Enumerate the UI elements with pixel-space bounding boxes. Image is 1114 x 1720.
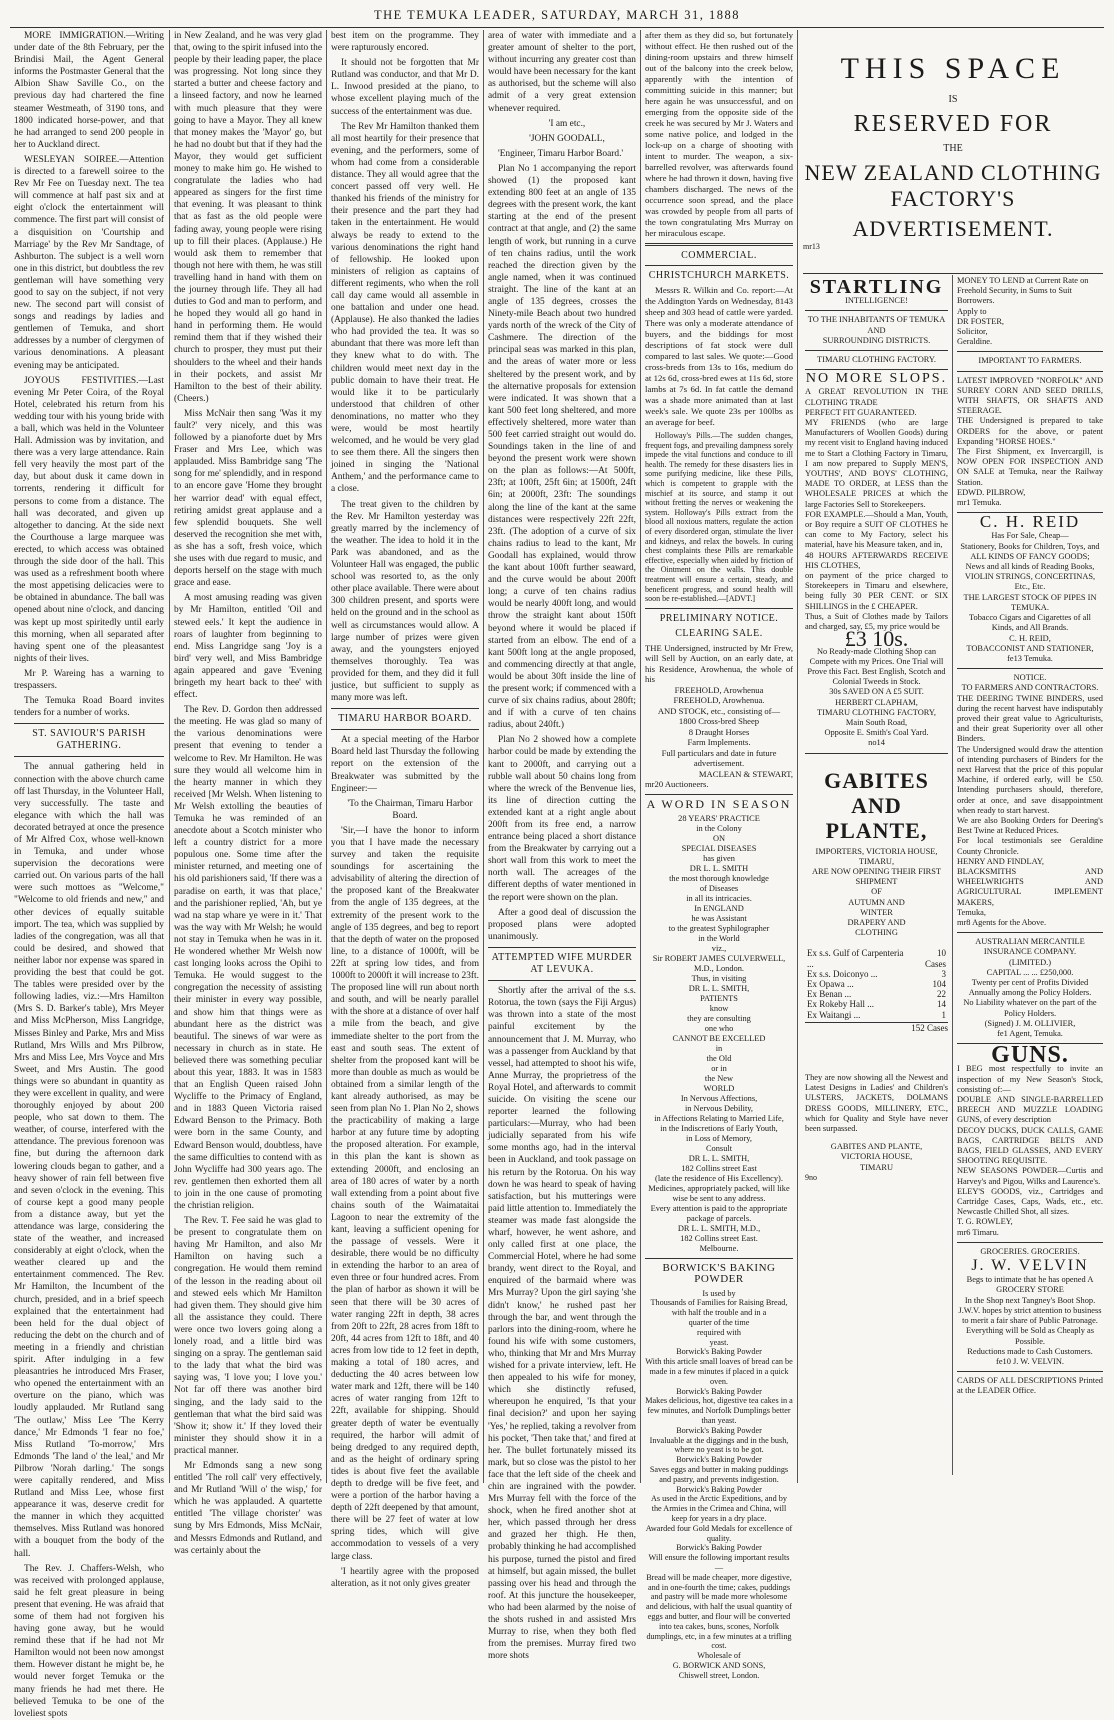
advert-line: know bbox=[709, 1003, 729, 1013]
advert-line: Medicines, appropriately packed, will like wise be sent to any address. bbox=[648, 1183, 790, 1203]
advert-line: Thus, in visiting bbox=[691, 973, 747, 983]
advert-line: In Nervous Affections, bbox=[680, 1093, 758, 1103]
advert-line: ON bbox=[712, 833, 726, 843]
shipment-ship: Ex Opawa ... bbox=[807, 978, 854, 989]
advert-line: VICTORIA HOUSE, bbox=[840, 1152, 913, 1162]
advert-line: ARE NOW OPENING THEIR FIRST SHIPMENT bbox=[811, 866, 942, 887]
advert-line: CLOTHING bbox=[855, 928, 898, 938]
advert-line: ADVERTISEMENT. bbox=[852, 216, 1054, 241]
advert-line: FREEHOLD, Arowhenua. bbox=[673, 695, 765, 706]
advert-code: mr13 bbox=[803, 242, 820, 251]
advert-line: LATEST IMPROVED "NORFOLK" AND SURREY CORN AND SEED DRILLS, WITH SHAFTS, OR SHAFTS AND STEERAGE. bbox=[957, 375, 1103, 416]
advert-line: In the Shop next Tangney's Boot Shop. bbox=[964, 1295, 1096, 1305]
divider bbox=[645, 243, 793, 246]
shipment-row bbox=[805, 969, 948, 979]
advert-line: TO THE INHABITANTS OF TEMUKA bbox=[807, 315, 946, 325]
advert-line: THE Undersigned is prepared to take ORDERS for the above, or patent Expanding "HORSE HOES." bbox=[957, 416, 1103, 446]
advert-line: As used in the Arctic Expeditions, and by the Armies in the Crimea and China, will keep for years in a dry place. bbox=[651, 1494, 787, 1524]
advert-line: The Undersigned would draw the attention of intending purchasers of Binders for the next Harvest that the price of this popular Machine, if ordered early, will be £50. Intending purchasers should, therefore, order at once, and save disappointment when ready to start harvest. bbox=[957, 744, 1103, 815]
advert-line: yeast. bbox=[709, 1337, 729, 1347]
shipment-table bbox=[805, 948, 948, 1019]
farmers-advert bbox=[957, 376, 1103, 509]
advert-body bbox=[805, 647, 948, 749]
advert-line: mr6 Timaru. bbox=[957, 1227, 999, 1237]
advert-line: mr20 Auctioneers. bbox=[645, 779, 709, 790]
advert-line: No Liability whatever on the part of the Policy Holders. bbox=[963, 998, 1097, 1018]
article-heading: ATTEMPTED WIFE MURDER AT LEVUKA. bbox=[491, 951, 633, 976]
advert-body bbox=[805, 1142, 948, 1173]
column-rule bbox=[797, 30, 798, 1483]
article-paragraph: The treat given to the children by the Rev. Mr Hamilton yesterday was greatly marred by the inclemency of the weather. The idea to hold it in the Park was abandoned, and as the Volunteer Hall was engaged, the public school was resorted to, as the only other place available. There were about 300 children present, and sports were held on the ground and in the school as well as circumstances would allow. A large number of prizes were given away, and the youngsters enjoyed themselves thoroughly. Tea was provided for them, and they did it full justice, but sufficient to supply as many more was left. bbox=[331, 499, 479, 704]
advert-line: CAPITAL ... ... £250,000. bbox=[986, 967, 1074, 977]
article-paragraph: At a special meeting of the Harbor Board held last Thursday the following report on the extension of the Breakwater was submitted by the Engineer:— bbox=[331, 735, 479, 794]
advert-line: (LIMITED.) bbox=[1008, 957, 1052, 967]
advert-line: Every attention is paid to the appropriate package of parcels. bbox=[650, 1203, 788, 1223]
section-heading: COMMERCIAL. bbox=[681, 250, 757, 261]
advert-line: (Signed) J. M. OLLIVIER, bbox=[984, 1018, 1076, 1028]
advert-line: BLACKSMITHS AND WHEELWRIGHTS AND AGRICULTURAL IMPLEMENT MAKERS, bbox=[957, 866, 1103, 907]
advert-line: 182 Collins street East. bbox=[680, 1233, 758, 1243]
advert-heading: IMPORTANT TO FARMERS. bbox=[978, 356, 1082, 366]
advert-line: For local testimonials see Geraldine County Chronicle. bbox=[957, 836, 1103, 856]
advert-line: they are consulting bbox=[687, 1013, 751, 1023]
divider bbox=[645, 608, 793, 609]
advert-line: Sir ROBERT JAMES CULVERWELL, bbox=[652, 953, 786, 963]
advert-line: Will ensure the following important results— bbox=[648, 1553, 790, 1572]
advert-line: Borwick's Baking Powder bbox=[676, 1425, 762, 1435]
advert-line: DR L. L. SMITH, M.D., bbox=[677, 1223, 761, 1233]
borwick-advert bbox=[645, 1289, 793, 1681]
column-4 bbox=[488, 30, 636, 1662]
advert-line: in all its intricacies. bbox=[686, 893, 752, 903]
news-item: Mr P. Wareing has a warning to trespassers. bbox=[14, 668, 164, 691]
advert-line: INTELLIGENCE! bbox=[845, 296, 908, 306]
advert-heading: A WORD IN SEASON bbox=[646, 796, 792, 811]
article-paragraph: Miss McNair then sang 'Was it my fault?' very nicely, and this was followed by a pianoforte duet by Mrs Fraser and Mrs Lee, which was applauded. Miss Bambridge sang 'The song for me' splendidly, and in respond to an encore gave 'Home they brought her warrior dead' with equal effect, retiring amidst great applause and a few splendid bouquets. She well deserved the recognition she met with, as she has a soft, fresh voice, which she uses with due regard to music, and deports herself on the stage with much grace and ease. bbox=[174, 408, 322, 589]
advert-line: DR L. L. SMITH, bbox=[688, 1153, 750, 1163]
advert-line: 1800 Cross-bred Sheep bbox=[678, 716, 760, 727]
advert-body bbox=[805, 387, 948, 632]
article-paragraph: Mr Edmonds sang a new song entitled 'The roll call' very effectively, and Mr Rutland 'Will o' the wisp,' for which he was applauded. A quartette entitled 'The village chorister' was sung by Mrs Edmonds, Miss McNair, and Messrs Edmonds and Rutland, and was certainly about the bbox=[174, 1460, 322, 1556]
advert-line: fe13 Temuka. bbox=[1007, 653, 1053, 663]
shipment-ship: Ex s.s. Gulf of Carpenteria ... bbox=[807, 948, 904, 969]
advert-line: TIMARU CLOTHING FACTORY. bbox=[817, 355, 936, 365]
advert-line: HENRY AND FINDLAY, bbox=[957, 856, 1044, 866]
column-rule bbox=[640, 30, 641, 1483]
advert-line: FREEHOLD, Arowhenua bbox=[674, 684, 764, 695]
advert-line: EDWD. PILBROW, bbox=[957, 487, 1026, 497]
advert-line: in the Indiscretions of Early Youth, bbox=[660, 1123, 778, 1133]
advert-line: RESERVED FOR bbox=[853, 111, 1053, 137]
advert-line: Tobacco Cigars and Cigarettes of all Kinds, and All Brands. bbox=[969, 613, 1091, 633]
divider bbox=[803, 273, 1103, 274]
article-paragraph: The Rev. T. Fee said he was glad to be present to congratulate them on having Mr Hamilton, and also Mr Hamilton on having such a congregation. He would them remind of the lesson in the reading about oil and stewed eels which Mr Hamilton had given them. They should give him all the assistance they could. There were once two lovers going along a lonely road, and a little bird was singing on a spray. The gentleman said to the lady that what the bird was saying was, 'I love you; I love you.' Not far off there was another bird singing, and the lady said to the gentleman that what the bird said was 'Show it; show it.' If they loved their minister they should show it in a practical manner. bbox=[174, 1216, 322, 1456]
advert-line: Full particulars and date in future advertisement. bbox=[661, 747, 777, 769]
money-to-lend-advert bbox=[957, 276, 1103, 347]
advert-line: WORLD bbox=[703, 1083, 735, 1093]
advert-line: Melbourne. bbox=[699, 1243, 739, 1253]
advert-line: Makes delicious, hot, digestive tea cakes in a few minutes, and Norfolk Dumplings better than yeast. bbox=[645, 1396, 793, 1426]
column-5 bbox=[645, 30, 793, 1680]
article-paragraph: Shortly after the arrival of the s.s. Rotorua, the town (says the Fiji Argus) was thrown into a state of the most painful excitement by the announcement that J. M. Murray, who was a passenger from Auckland by that vessel, had attempted to shoot his wife, Anne Murray, the proprietress of the Royal Hotel, and afterwards to commit suicide. On visiting the scene our reporter learned the following particulars:—Murray, who had been judicially separated from his wife some months ago, had in the interval been in Auckland, and took passage on his return by the Rotorua. On his way down he was heard to speak of having satisfaction, but his mutterings were paid little attention to. Immediately the steamer was made fast alongside the wharf, however, he went ashore, and only called first at one place, the Commercial Hotel, where he had some brandy, went direct to the Royal, and enquired of the barmaid where was Mrs Murray? Upon the girl saying 'she didn't know,' he rushed past her through the bar, and went through the parlors into the dining-room, where he found his wife with some customers, who, thinking that Mr and Mrs Murray wished for a private interview, left. He then appealed to his wife for money, which she distinctly refused, whereupon he enquired, 'Is that your final decision?' and upon her saying 'Yes,' he replied, taking a revolver from his pocket, 'Then take that,' and fired at her. The bullet fortunately missed its mark, but so close was the pistol to her face that the left side of the cheek and chin are ingrained with the powder. Mrs Murray fell with the force of the shock, when he fired another shot at her, which passed through her dress and grazed her thigh. He then, probably thinking he had accomplished his purpose, turned the pistol and fired at himself, but again missed, the bullet passing over his head and through the roof. At this juncture the housekeeper, who had been alarmed by the noise of the shots rushed in and assisted Mrs Murray to rise, when they both fled from the premises. Murray fired two more shots bbox=[488, 986, 636, 1662]
advert-line: in Affections Relating to Married Life, bbox=[654, 1113, 784, 1123]
advert-line: Temuka, bbox=[957, 907, 986, 917]
advert-line: (late the residence of His Excellency). bbox=[655, 1173, 783, 1183]
divider bbox=[14, 723, 164, 724]
advert-paragraph: Holloway's Pills.—The sudden changes, frequent fogs, and prevailing dampness sorely impede the vital functions and conduce to ill health. The remedy for these disasters lies in some purifying medicine, like these Pills, which is competent to grapple with the mischief at its source, and stamp it out without fretting the nerves or weakening the system. Holloway's Pills extract from the blood all noxious matters, regulate the action of every disordered organ, stimulate the liver and kidneys, and relax the bowels. In curing chest complaints these Pills are remarkable effective, especially when aided by friction of the Ointment on the walls. This double treatment will ensure a certain, steady, and beneficent progress, and sound health will soon be re-established.—[ADVT.] bbox=[645, 431, 793, 604]
advert-line: DR FOSTER, bbox=[957, 316, 1005, 326]
advert-line: in bbox=[715, 1043, 723, 1053]
shipment-row bbox=[805, 999, 948, 1009]
advert-line: the most thorough knowledge bbox=[669, 873, 769, 883]
divider bbox=[805, 753, 948, 754]
advert-line: 30s SAVED ON A £5 SUIT. bbox=[829, 687, 924, 697]
advert-heading: GROCERIES. GROCERIES. bbox=[980, 1246, 1080, 1256]
advert-line: Everything will be Sold as Cheaply as Possible. bbox=[966, 1326, 1094, 1346]
article-paragraph: best item on the programme. They were rapturously encored. bbox=[331, 31, 479, 54]
advert-line: THE DEERING TWINE BINDERS, used during the recent harvest have indisputably proved their great value to Agriculturists, and their great Superiority over all other Binders. bbox=[957, 693, 1103, 744]
advert-body: They are now showing all the Newest and Latest Designs in Ladies' and Children's ULSTERS, JACKETS, DOLMANS DRESS GOODS, MILLINERY, ETC., which for Quality and Style have never been surpassed. bbox=[805, 1072, 948, 1133]
article-paragraph: Plan No 2 showed how a complete harbor could be made by extending the kant to 2000ft, and carrying out a rubble wall about 50 chains long from where the wreck of the Benvenue lies, its line of direction cutting the extended kant at a right angle about 200ft from its free end, a narrow entrance being placed a short distance from the Breakwater by carrying out a short wall from this work to meet the north wall. The acreages of the different depths of water mentioned in the report were shown on the plan. bbox=[488, 735, 636, 903]
advert-line: Invaluable at the diggings and in the bush, where no yeast is to be got. bbox=[649, 1435, 789, 1455]
advert-line: T. G. ROWLEY, bbox=[957, 1217, 1013, 1227]
article-paragraph: The Rev. J. Chaffers-Welsh, who was received with prolonged applause, said he felt great pleasure in being present that evening. He was afraid that some of them had not forgiven his having gone away, but he would remind these that if he had not Mr Hamilton would not been now amongst them. However distant he might be, he would never forget Temuka or the many friends he had met there. He believed Temuka to be one of the loveliest spots bbox=[14, 1563, 164, 1719]
advert-line: IS bbox=[948, 94, 958, 105]
advert-line: or in bbox=[711, 1063, 727, 1073]
advert-line: AND bbox=[867, 325, 886, 335]
article-paragraph: in New Zealand, and he was very glad that, owing to the spirit infused into the people by their leading paper, the place was progressing. Not long since they started a butter and cheese factory and a linseed factory, and now he learned with much pleasure that they were going to have a Mayor. They all knew that money makes the 'Mayor' go, but he had no doubt but that if they had the Mayor, they would get sufficient money to make him go. He wished to congratulate the ladies who had appeared as singers for the first time that evening. It was pleasant to think that as fast as the old people were fading away, young people were rising up to fill their places. (Applause.) He would ask them to remember that though not here with them, he was still travelling hand in hand with them on the journey through life. They all had duties to God and man to perform, and he hoped they would all go hand in hand in performing them. He would remind them that if they wished their church to prosper, they must put their shoulders to the wheel and their hands in their pockets, and assist Mr Hamilton to the best of their ability. (Cheers.) bbox=[174, 31, 322, 404]
advert-line: With this article small loaves of bread can be made in a few minutes if placed in a quick oven. bbox=[645, 1357, 793, 1386]
advert-line: DR L. L. SMITH bbox=[689, 863, 749, 873]
divider bbox=[805, 369, 948, 370]
divider bbox=[645, 265, 793, 266]
advert-title: GABITES AND PLANTE, bbox=[824, 767, 929, 843]
advert-line: TOBACCONIST AND STATIONER, bbox=[966, 643, 1094, 653]
divider bbox=[488, 980, 636, 981]
divider bbox=[957, 351, 1103, 352]
article-paragraph: 'To the Chairman, Timaru Harbor Board. bbox=[347, 798, 473, 821]
advert-line: Borwick's Baking Powder bbox=[676, 1543, 762, 1553]
advert-line: DOUBLE AND SINGLE-BARRELLED BREECH AND MUZZLE LOADING GUNS, of every description bbox=[957, 1095, 1103, 1125]
advert-line: 48 HOURS AFTERWARDS RECEIVE HIS CLOTHES, bbox=[805, 550, 948, 570]
advert-line: Wholesale of bbox=[697, 1651, 741, 1661]
advert-line: TIMARU CLOTHING FACTORY, bbox=[817, 707, 936, 717]
article-paragraph: 'Sir,—I have the honor to inform you that I have made the necessary survey and taken the requisite soundings for ascertaining the advisability of altering the direction of the proposed kant of the Breakwater from the angle of 135 degrees, at the extremity of the present work to the angle of 135 degrees, and beg to report that the depth of water on the proposed line, to a distance of 1000ft, will be 22ft at spring low tides, and from 1000ft to 2000ft it will increase to 23ft. The proposed line will run about north and south, and will be nearly parallel with the shore at a distance of over half a mile from the beach, and give immediate shelter to the port from the east and south seas. The extent of shelter from the proposed kant will be more than double as much as would be obtained from a similar length of the kant already authorised, as may be seen from plan No 1. Plan No 2, shows the practicability of making a large harbor at any future time by adopting the proposed alteration. For example, in this plan the kant is shown as extending 2000ft, and enclosing an area of 180 acres of water by a north wall extending from a point about five chains south of the Waimataitai Lagoon to near the extremity of the kant, leaving a sufficient opening for the passage of vessels. Were it desirable, there would be no difficulty in extending the harbor to an area of even three or four hundred acres. From the plan of harbor as shown it will be seen that there will be 30 acres of water ranging 22ft in depth, 38 acres from 20ft to 22ft, 28 acres from 18ft to 20ft, 44 acres from 12ft to 18ft, and 40 acres from low tide to 12 feet in depth, making a total of 180 acres, and deducting the 40 acres between low water mark and 12ft, there will be 140 acres of water ranging from 12ft to 22ft, available for shipping. Should greater depth of water be eventually required, the harbor will admit of being dredged to any required depth, and as the height of ordinary spring tides is about five feet the available depth to dredge will be five feet, and were a portion of the harbor having a depth of 22ft deepened by that amount, there will be 27 feet of water at low spring tides, which will give accommodation to vessels of a very large class. bbox=[331, 825, 479, 1562]
article-paragraph: After a good deal of discussion the proposed plans were adopted unanimously. bbox=[488, 907, 636, 942]
article-paragraph: 'I heartily agree with the proposed alteration, as it not only gives greater bbox=[331, 1566, 479, 1589]
advert-line: Borwick's Baking Powder bbox=[676, 1386, 762, 1396]
advert-line: G. BORWICK AND SONS, bbox=[672, 1660, 766, 1670]
right-column-b bbox=[957, 276, 1103, 1481]
advert-heading: BORWICK'S BAKING POWDER bbox=[662, 1261, 776, 1285]
article-paragraph: Plan No 1 accompanying the report showed (1) the proposed kant extending 800 feet at an angle of 135 degrees with the present work, the kant starting at the end of the present contract at that angle, and (2) the same length of work, but running in a curve of ten chains radius, until the work reached the direction given by the angle named, when it was continued straight. The line of the kant at an angle of 135 degrees, crosses the Ninety-mile Beach about two hundred yards north of the wreck of the City of Cashmere. The direction of the principal seas was marked in this plan, and the areas of water more or less sheltered by the present work, and by the alternative proposals for extension were indicated. It was shown that a kant 500 feet long sheltered, and more effectively sheltered, more water than 500 feet carried straight out would do. Soundings taken in the line of and beyond the present work were shown on the plan as follows:—At 500ft, 23ft; at 100ft, 25ft 6in; at 1500ft, 24ft 6in; at 2000ft, 23ft: The soundings along the line of the kant at the same distances were respectively 22ft 22ft, 23ft. (The adoption of a curve of six chains radius to lead to the kant, Mr Goodall has explained, would throw the kant about 100ft further seaward, and the curve would be about 200ft long; a curve of ten chains radius would be nearly 400ft long, and would throw the straight kant about 150ft beyond where it would be placed if started from an elbow. The end of a kant 500ft long at the angle proposed, and commencing directly at that angle, would be about 30ft inside the line of the present work; if commenced with a curve of six chains radius, about 280ft; and if with a curve of ten chains radius, about 240ft.) bbox=[488, 163, 636, 731]
advert-line: of Diseases bbox=[699, 883, 739, 893]
advert-line: with half the trouble and in a bbox=[671, 1308, 767, 1318]
shipment-total: 152 Cases bbox=[805, 1022, 948, 1033]
divider bbox=[957, 668, 1103, 669]
article-paragraph: Messrs R. Wilkin and Co. report:—At the Addington Yards on Wednesday, 8143 sheep and 303 head of cattle were yarded. There was only a moderate attendance of buyers, and the biddings for most descriptions of fat stock were dull compared to last sales. We quote:—Good cross-breds from 13s to 16s, medium do at 12s 6d, cross-bred ewes at 11s 6d, store lambs at 7s 6d. In fat cattle the demand was a shade more animated than at last week's sale. We quote 23s per 100lbs as an average for beef. bbox=[645, 285, 793, 427]
advert-title: J. W. VELVIN bbox=[971, 1257, 1089, 1275]
advert-line: mr8 Agents for the Above. bbox=[957, 917, 1047, 927]
advert-line: THIS SPACE bbox=[840, 52, 1066, 85]
advert-line: J.W.V. hopes by strict attention to business to merit a fair share of Public Patronage. bbox=[958, 1305, 1102, 1326]
article-paragraph: A most amusing reading was given by Mr Hamilton, entitled 'Oil and stewed eels.' It kept the audience in roars of laughter from beginning to end. Miss Langridge sang 'Joy is a bird' very well, and Miss Bambridge again appeared and gave 'Evening bringeth my heart back to thee' with effect. bbox=[174, 593, 322, 701]
column-2 bbox=[174, 30, 323, 1556]
advert-line: the Old bbox=[706, 1053, 732, 1063]
advert-line: Borwick's Baking Powder bbox=[676, 1347, 762, 1357]
advert-line: NO MORE SLOPS. bbox=[805, 371, 948, 387]
advert-line: IMPORTERS, VICTORIA HOUSE, bbox=[815, 846, 938, 856]
advert-line: MACLEAN & STEWART, bbox=[698, 768, 793, 779]
advert-line: AUTUMN AND bbox=[848, 897, 905, 907]
advert-line: Farm Implements. bbox=[687, 737, 751, 748]
shipment-qty: 104 bbox=[932, 978, 946, 989]
advert-line: to the greatest Syphilographer bbox=[668, 923, 770, 933]
advert-heading: PRELIMINARY NOTICE. bbox=[659, 612, 779, 624]
article-paragraph: The Rev Mr Hamilton thanked them all most heartily for their presence that evening, and the performers, some of whom had come from a considerable distance. They all would agree that the concert passed off very well. He thanked his friends of the ministry for their presence and the part they had taken in the entertainment. He would always be ready to extend to the various denominations the right hand of fellowship. He looked upon ministers of religion as captains of different regiments, who when the roll call day came would all assemble in one battalion and under one head. (Applause). He also thanked the ladies who had provided the tea. It was so abundant that there was more left than they knew what to do with. The children would meet next day in the public domain to have their treat. He would like it to be particularly understood that children of other denominations, no matter who they were, would be most heartily welcomed, and he would be very glad to see them there. All the singers then joined in singing the 'National Anthem,' and the performance came to a close. bbox=[331, 121, 479, 495]
advert-line: Reductions made to Cash Customers. bbox=[967, 1346, 1093, 1356]
article-paragraph: 'I am etc., bbox=[548, 118, 586, 129]
advert-line: TIMARU, bbox=[858, 856, 895, 866]
reserved-space-advert bbox=[803, 30, 1103, 270]
column-rule bbox=[326, 30, 327, 1483]
shipment-row bbox=[805, 1010, 948, 1020]
advert-line: 182 Collins street East bbox=[681, 1163, 757, 1173]
advert-line: DR L. L. SMITH, bbox=[688, 983, 750, 993]
advert-line: Geraldine. bbox=[957, 337, 993, 347]
advert-line: Saves eggs and butter in making puddings and pastry, and prevents indigestion. bbox=[649, 1465, 789, 1484]
shipment-qty: 3 bbox=[941, 968, 946, 979]
advert-title: C. H. REID bbox=[979, 512, 1081, 532]
advert-line: Opposite E. Smith's Coal Yard. bbox=[824, 728, 929, 738]
shipment-row bbox=[805, 979, 948, 989]
shipment-qty: 10 Cases bbox=[925, 948, 946, 969]
news-item: JOYOUS FESTIVITIES.—Last evening Mr Peter Coira, of the Royal Hotel, celebrated his return from his wedding tour with his young bride with a ball, which was held in the Volunteer Hall. Admission was by invitation, and there was a very large attendance. Rain fell very heavily the most part of the day, but about dusk it came down in torrents, rendering it difficult for persons to come from a distance. The hall was decorated, and given up altogether to dancing. At the side next the Courthouse a large marquee was erected, to which access was obtained through the side door of the hall. This was used as a refreshment booth where the most appetising delicacies were to be obtained in abundance. The ball was opened about nine o'clock, and dancing was kept up most spiritedly until early this morning, when all separated after having spent one of the pleasantest nights of their lives. bbox=[14, 375, 164, 664]
advert-line: ELEY'S GOODS, viz., Cartridges and Cartridge Cases, Caps, Wads, etc., etc. Newcastle Chilled Shot, all sizes. bbox=[957, 1186, 1103, 1217]
advert-line: Solicitor, bbox=[957, 327, 988, 337]
advert-line: TIMARU bbox=[859, 1162, 894, 1172]
article-heading: TIMARU HARBOR BOARD. bbox=[338, 713, 472, 725]
article-paragraph: The Rev. D. Gordon then addressed the meeting. He was glad so many of the various denominations were present that evening to tender a welcome to Rev. Mr Hamilton. He was sure they would all welcome him in the hearty manner in which they received [Mr Welsh. When listening to Mr Welsh extolling the beauties of Temuka he was reminded of an anecdote about a Scotch minister who left a country district for a more populous one. Some time after the minister returned, and meeting one of his old parishioners said, 'If there was a paradise on earth, it was that place,' and the parishioner replied, 'Ah, but ye wad na stap whare ye were in it.' That was the way with Mr Welsh; he would not stay in Temuka when he was in it. He wondered whether Mr Welsh now cast longing looks across the Opihi to Temuka. He would suggest to the congregation the necessity of assisting their minister in every way possible, and show him that things were as abundant here as the district was beautiful. The sinews of war were as necessary in church as in state. He believed there was something peculiar about this year, 1883. It was in 1583 that an English Queen raised John Wycliffe to the Primacy of England, and in 1883 Queen Victoria raised Edward Benson to the Primacy. Both were born in the same County, and Edward Benson would, doubtless, have the same difficulties to contend with as John Wycliffe had 300 years ago. The rev. gentlemen then exhorted them all to join in the one cause of promoting the christian religion. bbox=[174, 705, 323, 1211]
reid-advert bbox=[957, 531, 1103, 664]
advert-line: MY FRIENDS (who are large Manufacturers of Woollen Goods) during my recent visit to England having induced me to Start a Clothing Factory in Timaru, I am now prepared to Supply MEN'S, YOUTHS', AND BOYS' CLOTHING, MADE TO ORDER, at LESS than the WHOLESALE PRICES at which the large Factories Sell to Storekeepers. bbox=[805, 418, 948, 509]
advert-line: Apply to bbox=[957, 306, 987, 316]
divider bbox=[957, 1242, 1103, 1243]
advert-line: in Nervous Debility, bbox=[684, 1103, 754, 1113]
advert-line: one who bbox=[704, 1023, 734, 1033]
advert-line: 28 YEARS' PRACTICE bbox=[678, 813, 760, 823]
advert-line: quarter of the time bbox=[688, 1318, 750, 1328]
advert-line: HERBERT CLAPHAM, bbox=[835, 697, 918, 707]
article-paragraph: 'Engineer, Timaru Harbor Board.' bbox=[498, 148, 624, 159]
advert-line: INSURANCE COMPANY. bbox=[983, 947, 1077, 957]
shipment-qty: 1 bbox=[941, 1009, 946, 1020]
advert-line: News and all kinds of Reading Books, bbox=[965, 562, 1095, 572]
shipment-qty: 22 bbox=[937, 989, 946, 1000]
advert-line: In ENGLAND bbox=[694, 903, 744, 913]
divider bbox=[645, 1258, 793, 1259]
advert-line: Twenty per cent of Profits Divided Annually among the Policy Holders. bbox=[968, 978, 1092, 998]
advert-line: We are also Booking Orders for Deering's Best Twine at Reduced Prices. bbox=[957, 815, 1103, 836]
column-rule bbox=[952, 275, 953, 1475]
divider bbox=[331, 729, 479, 730]
advert-line: VIOLIN STRINGS, CONCERTINAS, bbox=[964, 572, 1096, 582]
advert-line: SURROUNDING DISTRICTS. bbox=[822, 335, 931, 345]
article-heading: CHRISTCHURCH MARKETS. bbox=[648, 270, 790, 281]
advert-line: Awarded four Gold Medals for excellence of quality. bbox=[645, 1523, 793, 1543]
news-item: WESLEYAN SOIREE.—Attention is directed to a farewell soiree to the Rev Mr Fee on Tuesday next. The tea will commence at half past six and at eight o'clock the entertainment will commence. The first part will consist of a disquisition on 'Courtship and Marriage' by the Rev Mr Sandtage, of Ashburton. The subject is a well worn one in this district, but doubtless the rev gentleman will have something very good to say on the subject, if not very new. The second part will consist of songs and readings by ladies and gentlemen of Temuka, and short addresses by a number of clergymen of various denominations. A pleasant evening may be anticipated. bbox=[14, 154, 164, 371]
grocery-advert bbox=[957, 1275, 1103, 1367]
advert-line: he was Assistant bbox=[691, 913, 747, 923]
advert-heading: CLEARING SALE. bbox=[675, 627, 763, 639]
advert-price: £3 10s. bbox=[844, 626, 909, 652]
advert-line: OF bbox=[871, 887, 882, 897]
shipment-row bbox=[805, 948, 948, 968]
advert-line: fe1 Agent, Temuka. bbox=[997, 1029, 1063, 1039]
advert-line: Has For Sale, Cheap— bbox=[991, 531, 1069, 541]
divider bbox=[805, 310, 948, 311]
masthead: THE TEMUKA LEADER, SATURDAY, MARCH 31, 1888 bbox=[373, 8, 741, 22]
shipment-ship: Ex s.s. Doiconyo ... bbox=[807, 968, 878, 979]
advert-line: in the Colony bbox=[696, 823, 742, 833]
advert-line: Etc., Etc. bbox=[1014, 582, 1046, 592]
advert-code: 9no bbox=[805, 1172, 817, 1182]
advert-line: No Ready-made Clothing Shop can Compete with my Prices. One Trial will Prove this Fact. Best English, Scotch and Colonial Tweeds in Stock. bbox=[807, 646, 946, 687]
advert-line: THE bbox=[943, 143, 963, 154]
column-rule bbox=[169, 30, 170, 1483]
advert-line: Main South Road, bbox=[845, 717, 908, 727]
advert-line: The First Shipment, ex Invercargill, is NOW OPEN FOR INSPECTION AND ON SALE at Temuka, near the Railway Station. bbox=[957, 447, 1103, 487]
article-paragraph: 'JOHN GOODALL, bbox=[529, 133, 605, 144]
article-heading: ST. SAVIOUR'S PARISH GATHERING. bbox=[32, 728, 146, 752]
advert-line: 8 Draught Horses bbox=[688, 726, 750, 737]
advert-line: viz., bbox=[711, 943, 727, 953]
article-paragraph: The annual gathering held in connection with the above church came off last Thursday, in the Volunteer Hall, very successfully. The taste and elegance with which the hall was decorated betrayed at once the presence of Mr Alfred Cox, whose well-known in Temuka, and under whose supervision the decorations were carried out. On various parts of the hall were such mottoes as "Welcome," "Welcome to old friends and new," and other devices of equally suitable import. The tea, which was supplied by ladies of the congregation, was all that could be desired, and showed that neither labor nor expense was spared in providing the best that could be got. The tables were presided over by the following ladies, viz.:—Mrs Hamilton (Mrs S. D. Barker's table), Mrs Meyer and Miss McPherson, Miss Langridge, Misses Binley and Parke, Mrs and Miss Rutland, Mrs Wills and Mrs Pilbrow, Mrs and Miss Lee, Mrs Voyce and Mrs Sweet, and Mrs Austin. The good things were so abundant in quantity as they were excellent in quality, and were thoroughly enjoyed by about 200 people, who sat down to them. The weather, of course, interfered with the attendance. The previous forenoon was fine, but during the afternoon dark lowering clouds began to gather, and a heavy shower of rain fell between five and seven o'clock in the evening. This of course kept a good many people from a distance away, but yet the attendance was large, considering the state of the weather, and increased considerably at eight o'clock, when the weather cleared up and the entertainment commenced. The Rev. Mr Hamilton, the Incumbent of the church, presided, and in a brief speech explained that the entertainment had been held for the dual object of reducing the debt on the church and of meeting in a friendly and christian spirit. After indulging in a few pleasantries he introduced Mrs Fraser, who opened the entertainment with an overture on the piano, which was loudly applauded. Mr Rutland sang 'The outlaw,' Miss Lee 'The Kerry dance,' Mr Edmonds 'I fear no foe,' Miss Rutland 'To-morrow,' Mrs Edmonds 'The land o' the leal,' and Mr Pilbrow 'Norah darling.' The songs were capitally rendered, and Miss Rutland and Miss Lee, whose first appearance it was, deserve credit for the manner in which they acquitted themselves. Miss Rutland was honored with a bouquet from the body of the hall. bbox=[14, 762, 164, 1559]
guns-advert bbox=[957, 1064, 1103, 1237]
column-3 bbox=[331, 30, 479, 1589]
advert-line: THE Undersigned, instructed by Mr Frew, will Sell by Auction, on an early date, at his Residence, Arowhenua, the whole of his bbox=[645, 642, 793, 685]
column-1 bbox=[14, 30, 164, 1719]
advert-body bbox=[805, 847, 948, 939]
advert-line: GABITES AND PLANTE, bbox=[830, 1142, 923, 1152]
advert-line: Thousands of Families for Raising Bread, bbox=[650, 1298, 788, 1308]
advert-line: CANNOT BE EXCELLED bbox=[672, 1033, 766, 1043]
advert-line: Thus, a Suit of Clothes made by Tailors and charged, say, £5, my price would be bbox=[805, 611, 948, 632]
advert-line: fe10 J. W. VELVIN. bbox=[996, 1356, 1064, 1366]
advert-line: Bread will be made cheaper, more digestive, and in one-fourth the time; cakes, puddings and pastry will be made more wholesome and delicious, with half the usual quantity of eggs and butter, and flour will be converted into tea cakes, buns, scones, Norfolk dumplings, etc, in a few minutes at a trifling cost. bbox=[646, 1572, 792, 1651]
divider bbox=[957, 932, 1103, 933]
binders-advert bbox=[957, 694, 1103, 929]
advert-line: mr1 Temuka. bbox=[957, 498, 1002, 508]
advert-line: the New bbox=[704, 1073, 734, 1083]
article-paragraph: It should not be forgotten that Mr Rutland was conductor, and that Mr D. L. Inwood presided at the piano, to whose excellent playing much of the success of the entertainment was due. bbox=[331, 58, 479, 117]
advert-line: NEW ZEALAND CLOTHING FACTORY'S bbox=[804, 160, 1102, 211]
advert-line: Borwick's Baking Powder bbox=[676, 1484, 762, 1494]
advert-line: M.D., London. bbox=[693, 963, 745, 973]
advert-line: PATIENTS bbox=[700, 993, 738, 1003]
divider bbox=[14, 756, 164, 757]
column-rule bbox=[483, 30, 484, 1483]
divider bbox=[488, 947, 636, 948]
top-rule bbox=[10, 27, 1104, 28]
advert-heading: NOTICE. bbox=[1013, 673, 1047, 683]
clearing-sale-advert bbox=[645, 643, 793, 790]
word-in-season-advert bbox=[645, 814, 793, 1254]
insurance-advert bbox=[957, 937, 1103, 1039]
advert-line: no14 bbox=[868, 738, 885, 748]
advert-line: DECOY DUCKS, DUCK CALLS, GAME BAGS, CARTRIDGE BELTS AND BAGS, FIELD GLASSES, AND EVERY SHOOTING REQUISITE. bbox=[957, 1125, 1103, 1166]
advert-line: DRAPERY AND bbox=[847, 917, 906, 927]
advert-line: A GREAT REVOLUTION IN THE CLOTHING TRADE bbox=[805, 387, 948, 407]
advert-line: Is used by bbox=[702, 1288, 736, 1298]
printing-advert: CARDS OF ALL DESCRIPTIONS Printed at the LEADER Office. bbox=[957, 1376, 1103, 1396]
advert-heading: TO FARMERS AND CONTRACTORS. bbox=[961, 683, 1099, 693]
advert-line: NEW SEASONS POWDER—Curtis and Harvey's and Pigou, Wilks and Laurence's. bbox=[957, 1166, 1103, 1186]
advert-line: Chiswell street, London. bbox=[678, 1670, 760, 1680]
advert-line: Consult bbox=[705, 1143, 733, 1153]
shipment-ship: Ex Rokeby Hall ... bbox=[807, 999, 874, 1010]
right-column-a bbox=[805, 276, 948, 1481]
advert-line: in Loss of Memory, bbox=[686, 1133, 752, 1143]
advert-line: I BEG most respectfully to invite an inspection of my New Season's Stock, consisting of:— bbox=[957, 1064, 1103, 1094]
news-item: The Temuka Road Board invites tenders for a number of works. bbox=[14, 696, 164, 719]
advert-title: STARTLING bbox=[809, 276, 944, 298]
article-paragraph: after them as they did so, but fortunately without effect. He then rushed out of the dining-room upstairs and threw himself out of the balcony into the creek below, apparently with the intention of committing suicide in this manner; but here again he was unsuccessful, and on emerging from the opposite side of the creek he was secured by Mr J. Waters and some native police, and lodged in the lock-up on a charge of shooting with intent to murder. The weapon, a six-barrelled revolver, was afterwards found where he had thrown it down, having five chambers discharged. The news of the occurrence soon spread, and the place was crowded by people from all parts of the town congratulating Mrs Murray on her miraculous escape. bbox=[645, 30, 793, 238]
shipment-ship: Ex Waitangi ... bbox=[807, 1009, 861, 1020]
advert-line: FOR EXAMPLE.—Should a Man, Youth, or Boy require a SUIT OF CLOTHES he can come to My Factory, select his material, have his Measure taken, and in, bbox=[805, 509, 948, 550]
advert-line: on payment of the price charged to Storekeepers in Timaru and elsewhere, being fully 30 PER CENT. or SIX SHILLINGS in the £ CHEAPER. bbox=[805, 571, 948, 611]
advert-line: SPECIAL DISEASES bbox=[681, 843, 757, 853]
advert-line: in the World bbox=[698, 933, 740, 943]
advert-line: Begs to intimate that he has opened A GROCERY STORE bbox=[966, 1275, 1094, 1295]
advert-line: AND STOCK, etc., consisting of— bbox=[657, 705, 781, 716]
news-item: MORE IMMIGRATION.—Writing under date of the 8th February, per the Brindisi Mail, the Agent General informs the Postmaster General that the Albion Shaw Saville Co., on the previous day had chartered the fine steamer Westmeath, of 3190 tons, and 1800 indicated horse-power, and that he had arranged to send 200 people in her to Auckland direct. bbox=[14, 31, 164, 150]
advert-line: required with bbox=[697, 1327, 741, 1337]
advert-line: AUSTRALIAN MERCANTILE bbox=[975, 937, 1085, 947]
divider bbox=[331, 708, 479, 709]
advert-line: C. H. REID, bbox=[1009, 633, 1051, 643]
article-paragraph: area of water with immediate and a greater amount of shelter to the port, without incurring any greater cost than would have been necessary for the kant as authorised, but the scheme will also admit of a very great extension whenever required. bbox=[488, 31, 636, 114]
advert-line: Borwick's Baking Powder bbox=[676, 1455, 762, 1465]
shipment-row bbox=[805, 989, 948, 999]
advert-title: GUNS. bbox=[991, 1042, 1069, 1069]
advert-line: has given bbox=[703, 853, 735, 863]
advert-line: MONEY TO LEND at Current Rate on Freehold Security, in Sums to Suit Borrowers. bbox=[957, 276, 1089, 306]
advert-line: WINTER bbox=[860, 907, 893, 917]
advert-line: Stationery, Books for Children, Toys, and ALL KINDS OF FANCY GOODS; bbox=[960, 541, 1100, 561]
divider bbox=[957, 1371, 1103, 1372]
divider bbox=[805, 350, 948, 351]
advert-line: THE LARGEST STOCK OF PIPES IN TEMUKA. bbox=[963, 592, 1097, 612]
shipment-ship: Ex Benan ... bbox=[807, 989, 852, 1000]
advert-line: PERFECT FIT GUARANTEED. bbox=[805, 407, 917, 417]
shipment-qty: 14 bbox=[937, 999, 946, 1010]
divider bbox=[645, 794, 793, 795]
divider bbox=[957, 371, 1103, 372]
